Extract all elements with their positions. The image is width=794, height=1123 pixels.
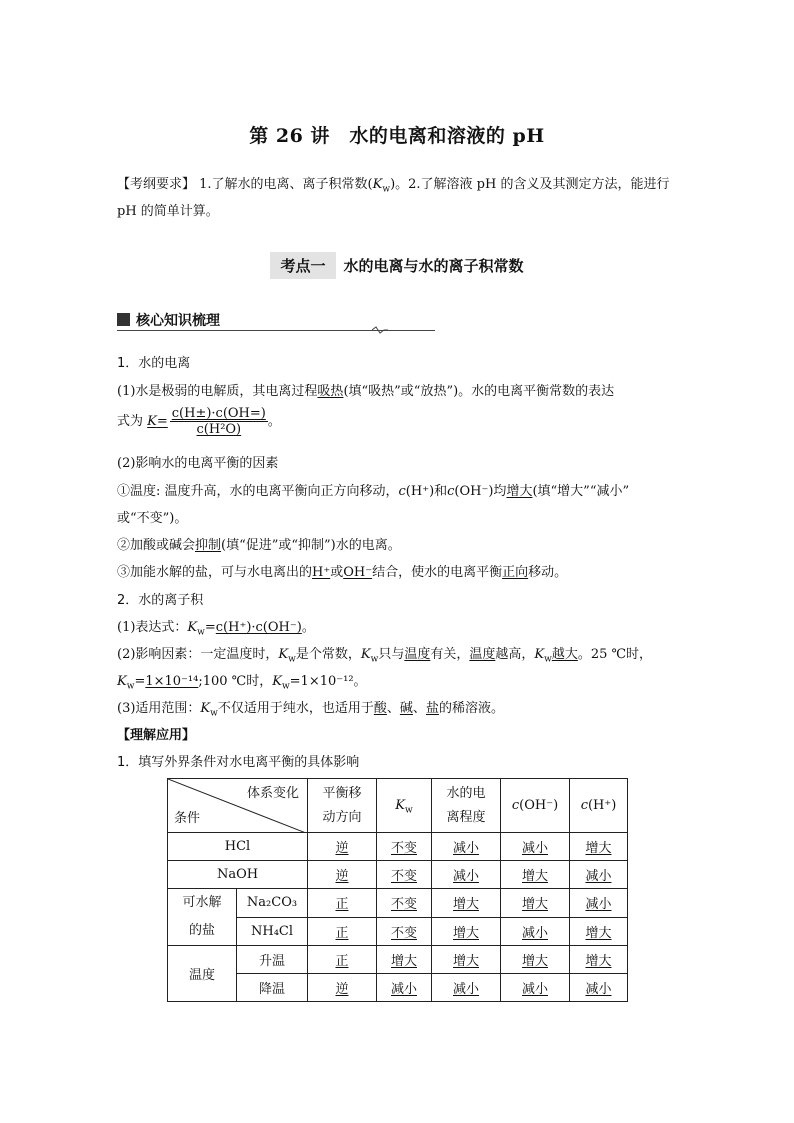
kw-subscript: w: [382, 184, 391, 195]
text-fragment: 减小: [452, 982, 479, 997]
text-fragment: 逆: [335, 869, 349, 884]
text-fragment: 移动。: [528, 565, 568, 580]
question-1: 1．填写外界条件对水电离平衡的具体影响: [117, 755, 360, 770]
table-cell: [501, 917, 570, 946]
table-cell: [432, 974, 501, 1002]
answer-endothermic: 吸热: [317, 384, 344, 399]
text-fragment: 减小: [521, 982, 548, 997]
p2-heading: 2．水的离子积: [117, 593, 204, 608]
p1-line4: [117, 480, 629, 499]
text-fragment: 温度: [469, 647, 496, 662]
answer-increase: 增大: [506, 484, 533, 499]
text-fragment: 减小: [585, 897, 612, 913]
text-fragment: 不变: [390, 897, 417, 913]
text-fragment: 碱: [399, 701, 413, 716]
text-fragment: 的盐: [188, 923, 215, 938]
table-cell: [432, 861, 501, 889]
text-fragment: 减小: [521, 925, 548, 941]
text-fragment: 离程度: [446, 809, 486, 825]
text-fragment: K: [187, 620, 198, 635]
text-fragment: K: [272, 674, 282, 689]
table-row: [168, 861, 628, 889]
text-fragment: 不变: [390, 925, 417, 941]
text-fragment: w: [197, 627, 205, 638]
text-fragment: (OH⁻): [519, 798, 559, 813]
text-fragment: 可水解: [182, 895, 222, 910]
text-fragment: 增大: [452, 954, 479, 969]
text-fragment: 。: [301, 620, 315, 635]
kaodian-label: 考点一: [270, 252, 335, 279]
table-row: [168, 917, 628, 946]
p2-line3: [117, 670, 367, 692]
text-fragment: 增大: [390, 954, 417, 969]
answer-inhibit: 抑制: [195, 538, 222, 553]
corner-bottom-label: 条件: [174, 811, 201, 826]
table-cell: [501, 974, 570, 1002]
text-fragment: (H⁺)和: [405, 484, 448, 499]
text-fragment: (2)影响因素：一定温度时，: [117, 647, 279, 662]
text-fragment: 式为: [117, 414, 148, 429]
text-fragment: (1)水是极弱的电解质，其电离过程: [117, 384, 318, 399]
condition-cell: Na₂CO₃: [237, 889, 308, 918]
text-fragment: 是个常数，: [295, 647, 361, 662]
table-cell: [432, 833, 501, 861]
text-fragment: 结合，使水的电离平衡: [372, 565, 503, 580]
text-fragment: (3)适用范围：: [117, 701, 201, 716]
text-fragment: 增大: [452, 925, 479, 941]
requirements-tag: 【考纲要求】: [117, 177, 196, 192]
corner-top-label: 体系变化: [246, 786, 299, 801]
table-cell: [308, 889, 377, 918]
table-cell: [308, 861, 377, 889]
header-kw: $K_w$: [377, 779, 432, 833]
header-oh: [501, 779, 570, 833]
text-fragment: w: [126, 681, 135, 692]
p1-line6: [117, 534, 401, 553]
table-cell: [501, 833, 570, 861]
table-cell: [377, 889, 432, 918]
table-row: [168, 833, 628, 861]
text-fragment: H⁺: [312, 565, 331, 580]
text-fragment: 1×10⁻¹⁴: [145, 674, 199, 689]
condition-cell: NH₄Cl: [237, 917, 308, 946]
text-fragment: 增大: [521, 869, 548, 884]
text-fragment: 减小: [521, 841, 548, 856]
table-cell: [377, 861, 432, 889]
text-fragment: 减小: [452, 869, 479, 884]
text-fragment: 水的电: [446, 785, 486, 801]
text-fragment: K: [534, 647, 545, 662]
text-fragment: (填“促进”或“抑制”)水的电离。: [221, 538, 401, 553]
table-cell: [308, 833, 377, 861]
corner-cell: [168, 779, 308, 833]
kaodian-title: 水的电离与水的离子积常数: [343, 257, 524, 275]
text-fragment: 不变: [390, 841, 417, 856]
text-fragment: 增大: [585, 954, 612, 969]
kw-symbol: K: [372, 177, 383, 192]
table-cell: [377, 974, 432, 1002]
text-fragment: w: [544, 654, 552, 665]
answer-kw-expression: c(H⁺)·c(OH⁻): [215, 620, 302, 635]
text-fragment: 逆: [335, 982, 349, 997]
table-cell: [308, 946, 377, 974]
text-fragment: 或: [330, 565, 344, 580]
text-fragment: 正: [335, 925, 349, 941]
header-h: [570, 779, 628, 833]
text-fragment: 的稀溶液。: [438, 701, 504, 716]
p1-heading: 1．水的电离: [117, 356, 191, 371]
group-salt-cell: [168, 889, 237, 946]
text-fragment: 正: [335, 897, 349, 913]
effects-table: [167, 778, 628, 1002]
text-fragment: 越高，: [495, 647, 535, 662]
text-fragment: c: [580, 798, 588, 813]
table-row: [168, 946, 628, 974]
table-cell: [377, 833, 432, 861]
condition-cell: 升温: [237, 946, 308, 974]
text-fragment: 只与: [378, 647, 405, 662]
text-fragment: K: [395, 798, 405, 813]
table-cell: [432, 917, 501, 946]
p1-line3: (2)影响水的电离平衡的因素: [117, 456, 279, 471]
text-fragment: =: [156, 414, 168, 429]
equilibrium-fraction: [170, 406, 268, 437]
text-fragment: 盐: [425, 701, 439, 716]
text-fragment: 正向: [502, 565, 529, 580]
text-fragment: w: [370, 654, 379, 665]
text-fragment: 逆: [335, 841, 349, 856]
text-fragment: =1×10⁻¹²。: [289, 674, 367, 689]
text-fragment: 正: [335, 954, 349, 969]
text-fragment: 增大: [452, 897, 479, 913]
text-fragment: 有关，: [430, 647, 470, 662]
condition-cell: NaOH: [168, 861, 308, 889]
text-fragment: w: [281, 681, 290, 692]
section-wave-icon: [372, 326, 388, 334]
text-fragment: 减小: [452, 841, 479, 856]
text-fragment: ①温度: 温度升高，水的电离平衡向正方向移动，: [117, 484, 399, 499]
table-cell: [432, 889, 501, 918]
text-fragment: 减小: [390, 982, 417, 997]
header-degree: [432, 779, 501, 833]
text-fragment: (1)表达式：: [117, 620, 188, 635]
text-fragment: c(H±)·c(OH=): [171, 406, 266, 421]
p2-line4: [117, 697, 504, 719]
text-fragment: 。: [267, 414, 281, 429]
text-fragment: 增大: [521, 897, 548, 913]
text-fragment: c: [398, 484, 406, 499]
table-cell: [501, 861, 570, 889]
text-fragment: K: [278, 647, 289, 662]
table-row: [168, 889, 628, 918]
p1-line7: [117, 561, 567, 580]
table-cell: [570, 889, 628, 918]
text-fragment: 增大: [585, 841, 612, 856]
group-temp-cell: 温度: [168, 946, 237, 1002]
header-direction: [308, 779, 377, 833]
condition-cell: 降温: [237, 974, 308, 1002]
table-cell: [377, 946, 432, 974]
text-fragment: K: [200, 701, 211, 716]
text-fragment: 温度: [404, 647, 431, 662]
text-fragment: 酸: [373, 701, 387, 716]
text-fragment: K: [117, 674, 127, 689]
text-fragment: 动方向: [322, 809, 362, 825]
page-title: 第 26 讲 水的电离和溶液的 pH: [249, 125, 545, 147]
table-cell: [570, 974, 628, 1002]
table-header-row: [168, 779, 628, 833]
exam-requirements: [117, 171, 679, 225]
text-fragment: 减小: [585, 869, 612, 884]
text-fragment: 、: [412, 701, 426, 716]
text-fragment: 越大: [551, 647, 578, 662]
text-fragment: w: [288, 654, 296, 665]
text-fragment: c: [511, 798, 520, 813]
constant-k: K: [147, 414, 157, 429]
table-cell: [308, 974, 377, 1002]
text-fragment: c(H²O): [196, 422, 242, 437]
text-fragment: K: [360, 647, 371, 662]
p1-line1: [117, 380, 614, 399]
understand-heading: 【理解应用】: [117, 728, 196, 743]
section-title: 核心知识梳理: [136, 313, 220, 329]
p2-line2: [117, 643, 653, 665]
table-cell: [570, 833, 628, 861]
text-fragment: 。25 ℃时，: [577, 647, 653, 662]
table-row: [168, 974, 628, 1002]
text-fragment: (OH⁻)均: [454, 484, 507, 499]
text-fragment: (填“增大”“减小”: [532, 484, 630, 499]
table-cell: [501, 889, 570, 918]
table-cell: [308, 917, 377, 946]
text-fragment: (H⁺): [587, 798, 617, 813]
p1-line2: [117, 406, 281, 437]
text-fragment: 平衡移: [322, 785, 362, 801]
kaodian-heading: [0, 252, 794, 279]
text-fragment: c: [447, 484, 455, 499]
requirements-text-cont: )。2.了解溶液 pH 的含义及其测定方法，能进行 pH 的简单计算。: [117, 177, 670, 219]
condition-cell: HCl: [168, 833, 308, 861]
text-fragment: 、: [386, 701, 400, 716]
table-cell: [377, 917, 432, 946]
section-heading: [117, 310, 220, 330]
text-fragment: OH⁻: [343, 565, 373, 580]
text-fragment: ;100 ℃时，: [198, 674, 273, 689]
text-fragment: 增大: [585, 925, 612, 941]
text-fragment: 不变: [390, 869, 417, 884]
text-fragment: (填“吸热”或“放热”)。水的电离平衡常数的表达: [343, 384, 615, 399]
text-fragment: 增大: [521, 954, 548, 969]
table-cell: [570, 917, 628, 946]
table-cell: [432, 946, 501, 974]
requirements-text: 1.了解水的电离、离子积常数(: [195, 177, 373, 192]
text-fragment: 减小: [585, 982, 612, 997]
text-fragment: w: [210, 708, 218, 719]
table-cell: [570, 946, 628, 974]
p2-line1: (1)表达式：$K_w=c(H^+)\cdot c(OH^-)$。: [117, 620, 315, 638]
text-fragment: =: [134, 674, 146, 689]
text-fragment: ②加酸或碱会: [117, 538, 196, 553]
table-cell: [570, 861, 628, 889]
table-cell: [501, 946, 570, 974]
text-fragment: 不仅适用于纯水，也适用于: [217, 701, 374, 716]
section-square-icon: [117, 313, 130, 326]
p1-line5: 或“不变”)。: [117, 511, 188, 526]
text-fragment: ③加能水解的盐，可与水电离出的: [117, 565, 313, 580]
